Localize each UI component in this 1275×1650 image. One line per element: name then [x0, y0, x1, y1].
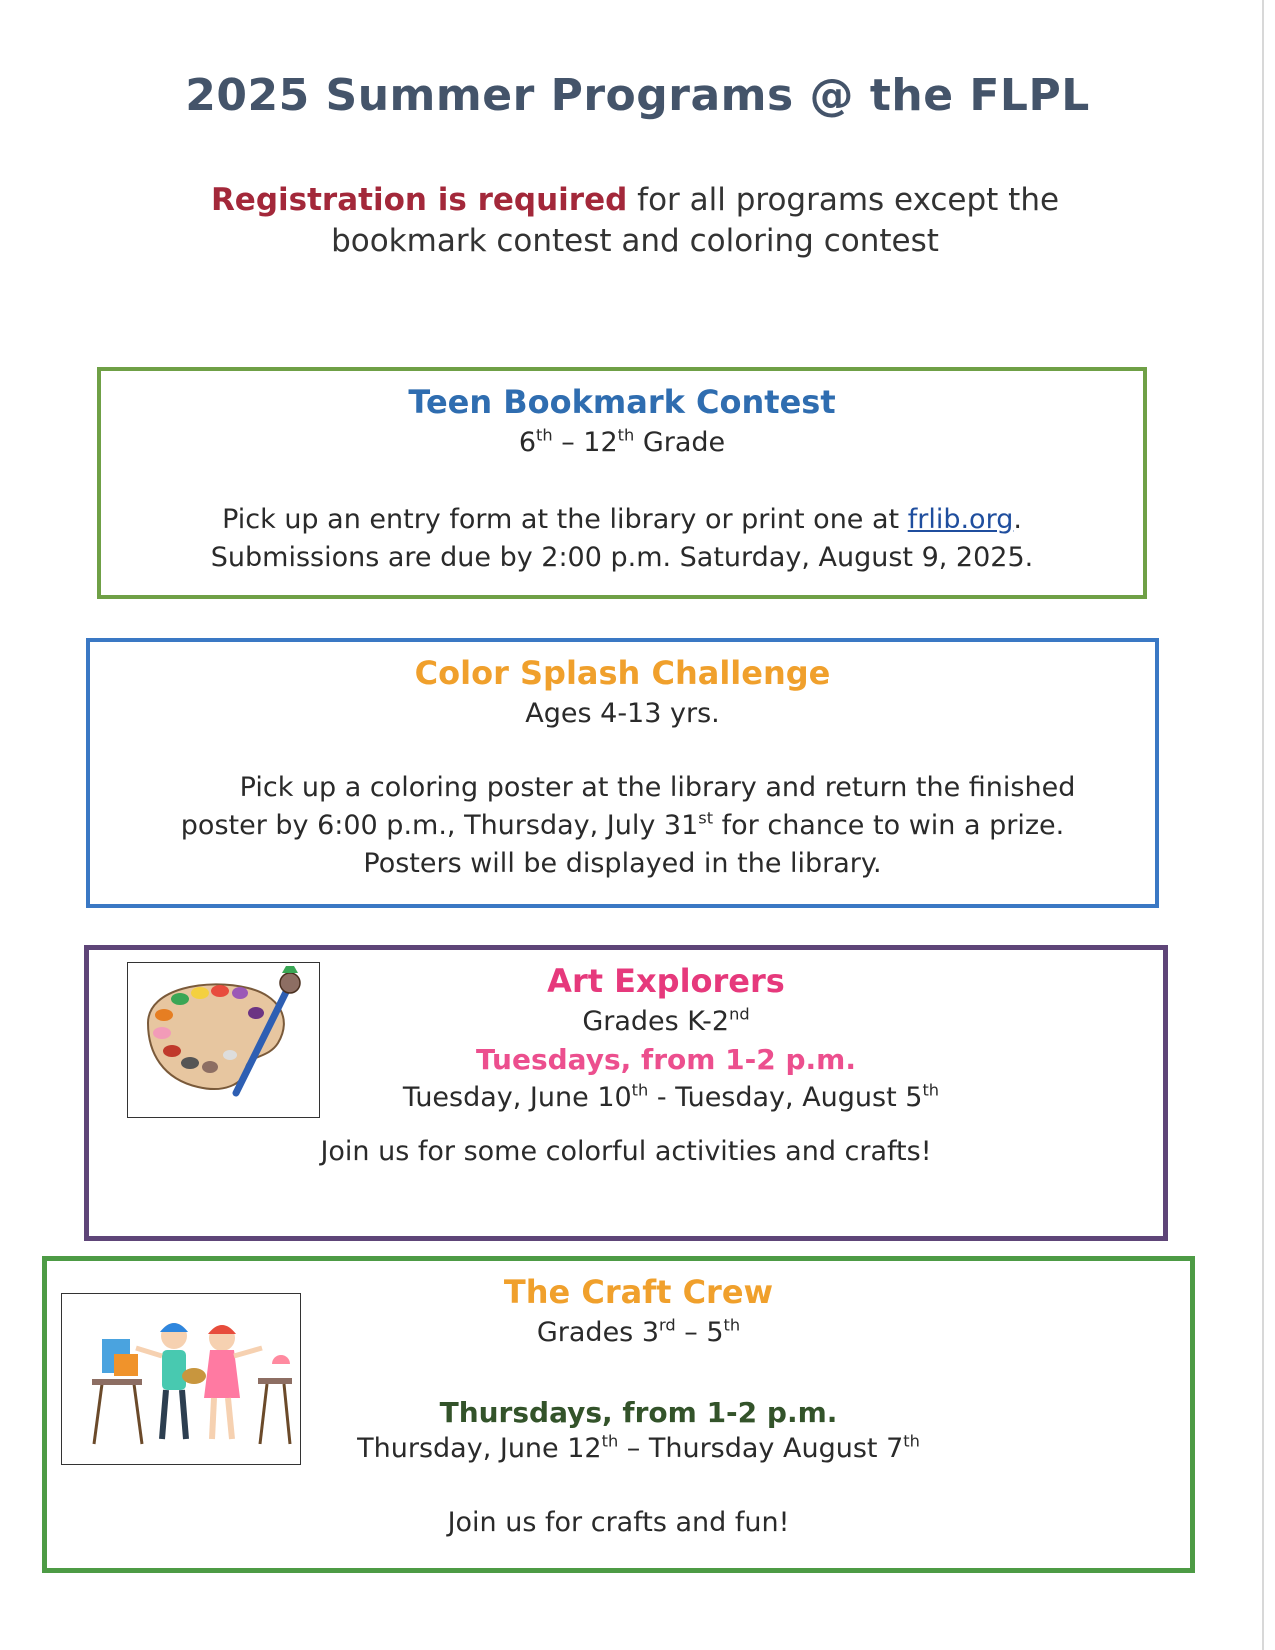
craft-crew-time: Thursdays, from 1-2 p.m. [439, 1396, 838, 1429]
registration-note-line2: bookmark contest and coloring contest [331, 223, 939, 259]
art-explorers-heading: Art Explorers [547, 962, 785, 1000]
teen-bookmark-heading: Teen Bookmark Contest [408, 383, 836, 421]
teen-bookmark-contest-box [97, 367, 1147, 599]
color-splash-heading: Color Splash Challenge [414, 654, 831, 692]
color-splash-ages: Ages 4-13 yrs. [525, 698, 720, 729]
art-explorers-blurb: Join us for some colorful activities and crafts! [320, 1136, 932, 1167]
color-splash-challenge-box [86, 638, 1159, 908]
craft-crew-grades: Grades 3rd – 5th [536, 1315, 741, 1348]
art-explorers-box [84, 945, 1168, 1241]
color-splash-line1: Pick up a coloring poster at the library and return the finished [239, 772, 1076, 803]
page-edge [1262, 0, 1264, 1650]
teen-bookmark-line1: Pick up an entry form at the library or print one at frlib.org. [222, 504, 1022, 535]
craft-crew-blurb: Join us for crafts and fun! [447, 1507, 790, 1538]
craft-crew-dates: Thursday, June 12th – Thursday August 7th [357, 1431, 920, 1464]
craft-crew-heading: The Craft Crew [503, 1273, 774, 1311]
registration-note-rest: for all programs except the [627, 182, 1060, 218]
registration-required: Registration is required [210, 182, 628, 218]
frlib-link[interactable]: frlib.org [907, 504, 1014, 535]
color-splash-line2: poster by 6:00 p.m., Thursday, July 31st for chance to win a prize. [180, 808, 1065, 841]
art-explorers-grades: Grades K-2nd [582, 1004, 750, 1037]
page-title: 2025 Summer Programs @ the FLPL [185, 70, 1090, 121]
art-explorers-time: Tuesdays, from 1-2 p.m. [476, 1043, 856, 1076]
color-splash-line3: Posters will be displayed in the library. [363, 848, 882, 879]
craft-crew-box [42, 1256, 1195, 1573]
registration-note [140, 180, 1130, 262]
teen-bookmark-grades: 6th – 12th Grade [518, 425, 726, 458]
art-explorers-dates: Tuesday, June 10th - Tuesday, August 5th [402, 1080, 940, 1113]
teen-bookmark-line2: Submissions are due by 2:00 p.m. Saturday, August 9, 2025. [210, 542, 1034, 573]
